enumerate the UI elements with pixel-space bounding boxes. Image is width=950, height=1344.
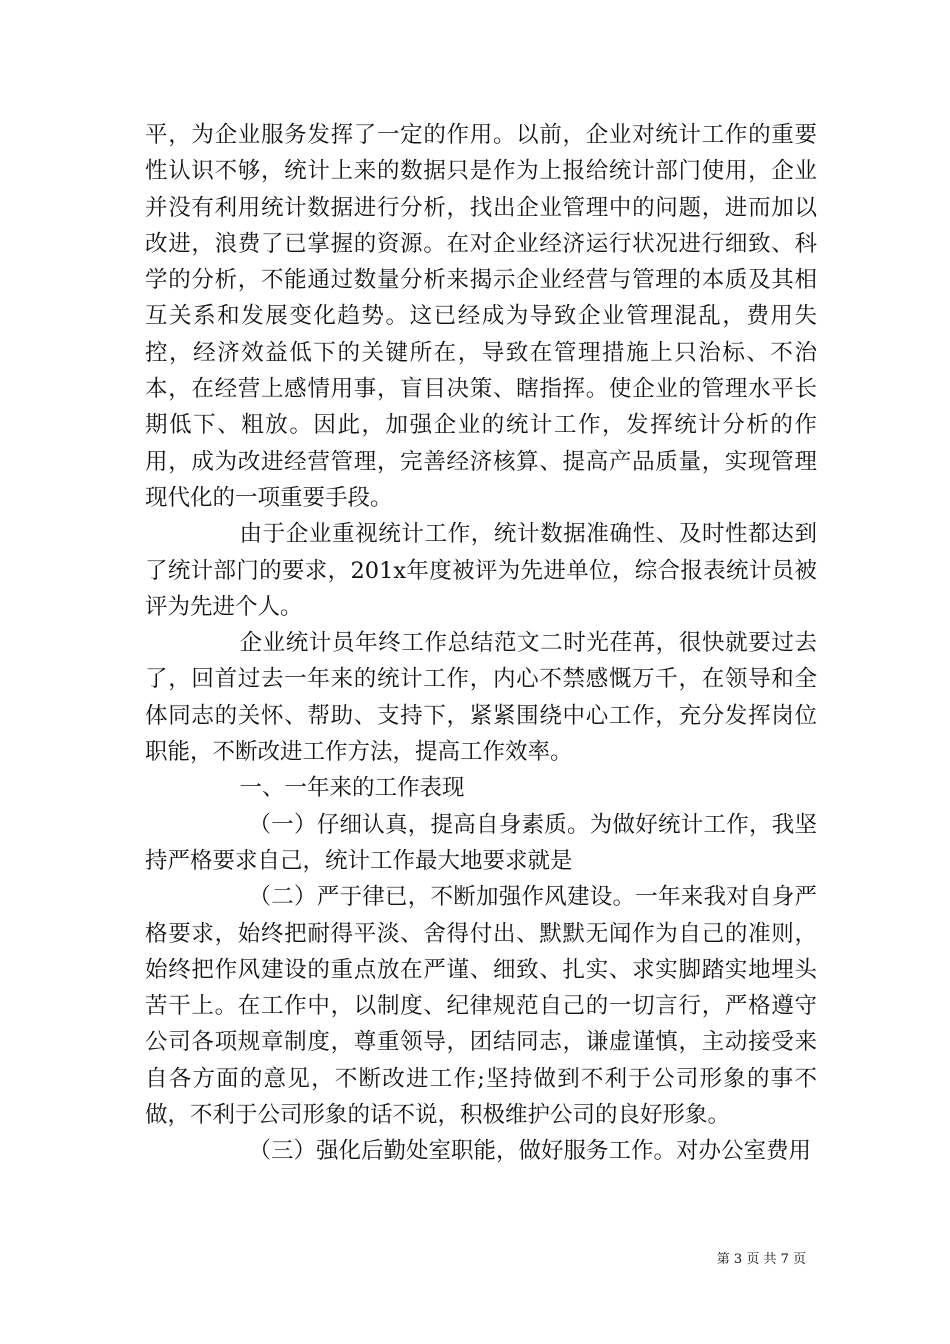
paragraph-summary-intro: 企业统计员年终工作总结范文二时光荏苒，很快就要过去了，回首过去一年来的统计工作，内心不禁感慨万千，在领导和全体同志的关怀、帮助、支持下，紧紧围绕中心工作，充分发挥岗位职能，不断改进工作方法，提高工作效率。 [145,630,817,766]
paragraph-item-two: （二）严于律已，不断加强作风建设。一年来我对自身严格要求，始终把耐得平淡、舍得付出、默默无闻作为自己的准则，始终把作风建设的重点放在严谨、细致、扎实、求实脚踏实地埋头苦干上。在工作中，以制度、纪律规范自己的一切言行，严格遵守公司各项规章制度，尊重领导，团结同志，谦虚谨慎，主动接受来自各方面的意见，不断改进工作;坚持做到不利于公司形象的事不做，不利于公司形象的话不说，积极维护公司的良好形象。 [145,884,817,1129]
paragraph-item-three: （三）强化后勤处室职能，做好服务工作。对办公室费用 [248,1138,812,1165]
section-heading-work-performance: 一、一年来的工作表现 [239,775,465,802]
paragraph-statistics-importance: 平，为企业服务发挥了一定的作用。以前，企业对统计工作的重要性认识不够，统计上来的数据只是作为上报给统计部门使用，企业并没有利用统计数据进行分析，找出企业管理中的问题，进而加以改进，浪费了已掌握的资源。在对企业经济运行状况进行细致、科学的分析，不能通过数量分析来揭示企业经营与管理的本质及其相互关系和发展变化趋势。这已经成为导致企业管理混乱，费用失控，经济效益低下的关键所在，导致在管理措施上只治标、不治本，在经营上感情用事，盲目决策、瞎指挥。使企业的管理水平长期低下、粗放。因此，加强企业的统计工作，发挥统计分析的作用，成为改进经营管理，完善经济核算、提高产品质量，实现管理现代化的一项重要手段。 [145,122,817,511]
page-number-footer: 第 3 页 共 7 页 [716,1252,806,1267]
paragraph-item-one: （一）仔细认真，提高自身素质。为做好统计工作，我坚持严格要求自己，统计工作最大地要求就是 [145,811,817,874]
document-body [145,117,817,1170]
paragraph-advanced-unit: 由于企业重视统计工作，统计数据准确性、及时性都达到了统计部门的要求，201x年度被评为先进单位，综合报表统计员被评为先进个人。 [145,521,817,620]
